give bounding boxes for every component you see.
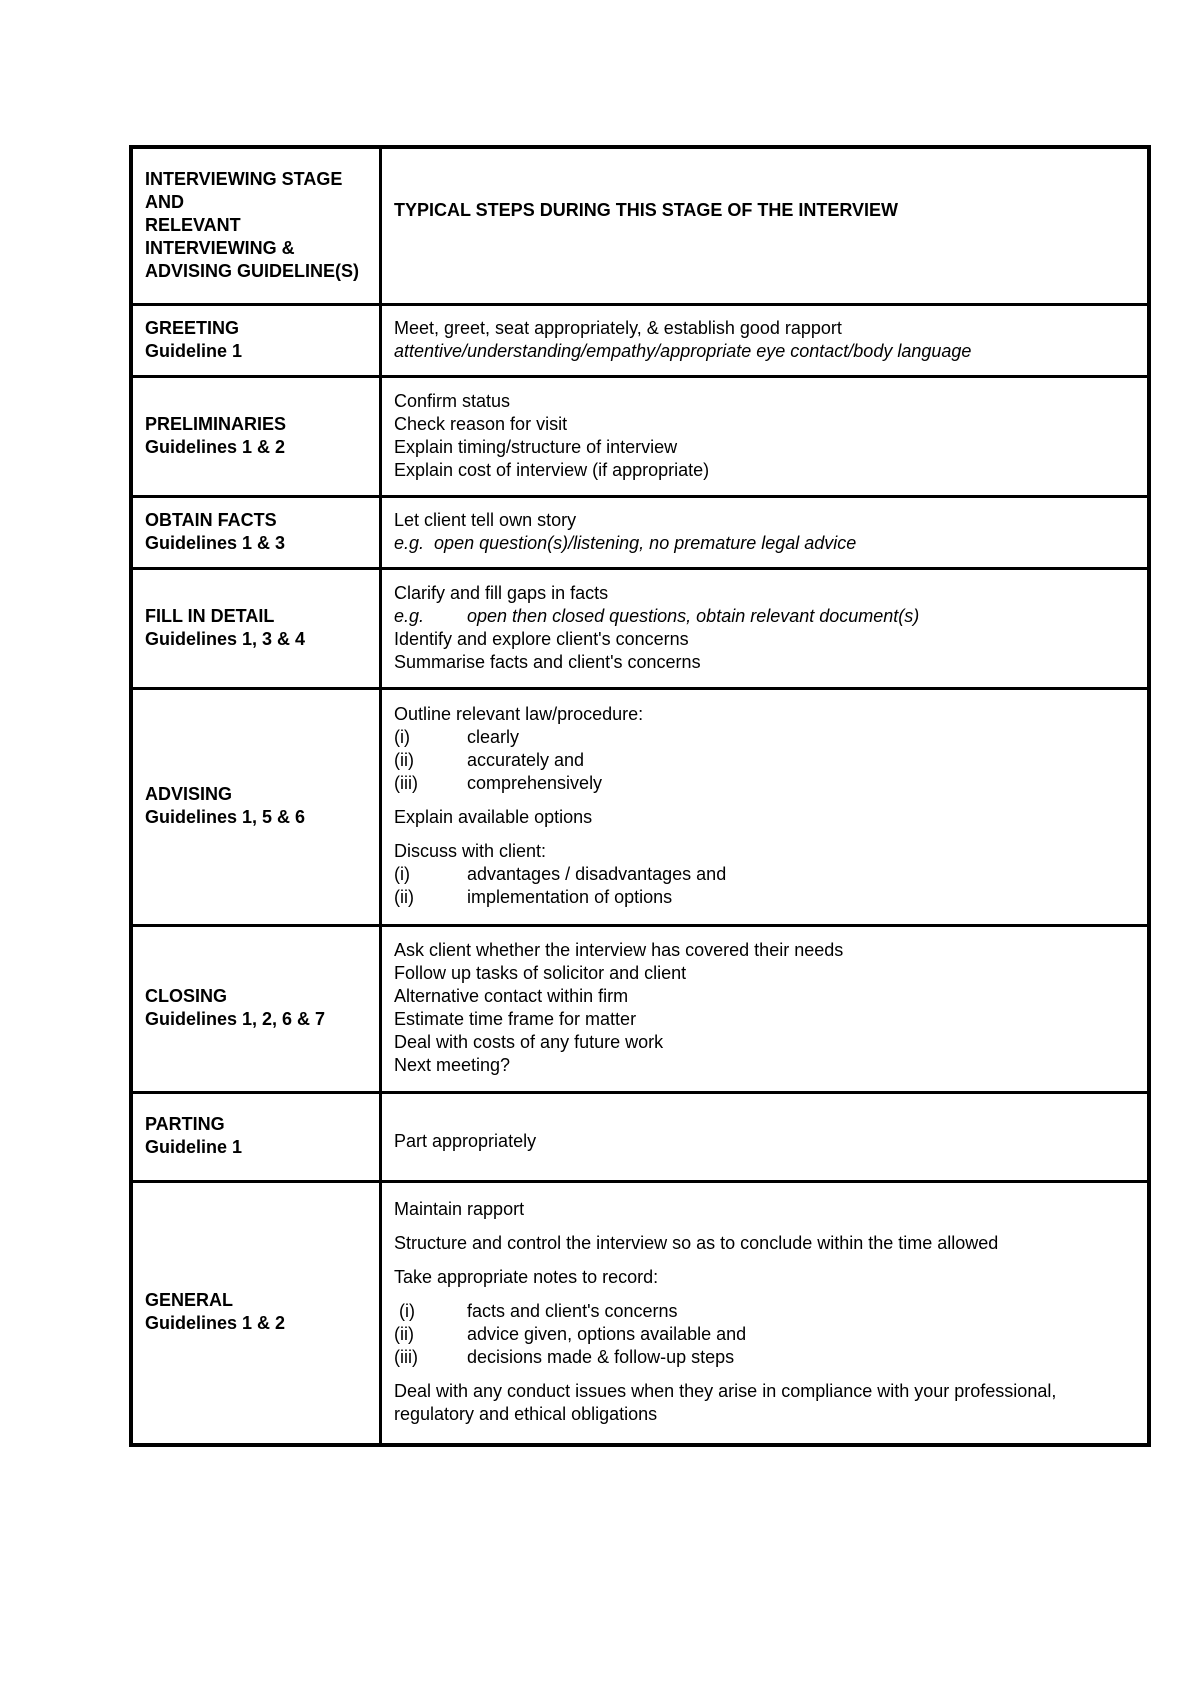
steps-cell-fill-in-detail (381, 568, 1150, 688)
list-text: advantages / disadvantages and (467, 864, 727, 884)
stage-guideline: Guideline 1 (145, 1137, 243, 1157)
step-text: Meet, greet, seat appropriately, & establish good rapport (394, 317, 842, 338)
stage-name: PRELIMINARIES (145, 413, 287, 434)
example-label: e.g. (394, 532, 425, 553)
header-stage-cell (131, 147, 381, 304)
stage-name: PARTING (145, 1114, 225, 1134)
stage-cell-general (131, 1181, 381, 1445)
list-number: (i) (394, 727, 410, 747)
list-number: (ii) (394, 887, 414, 907)
list-item (394, 863, 1135, 886)
step-text: Identify and explore client's concerns (394, 628, 689, 649)
step-text: Ask client whether the interview has covered their needs (394, 940, 844, 960)
step-text: Alternative contact within firm (394, 986, 629, 1006)
list-text: decisions made & follow-up steps (467, 1347, 735, 1368)
step-text: Take appropriate notes to record: (394, 1267, 659, 1288)
header-steps-cell (381, 147, 1150, 304)
step-text: Estimate time frame for matter (394, 1009, 637, 1029)
stage-guideline: Guidelines 1 & 3 (145, 532, 286, 553)
stage-guideline: Guidelines 1 & 2 (145, 436, 286, 457)
interview-guidelines-table (129, 145, 1151, 1447)
steps-cell-preliminaries (381, 376, 1150, 496)
list-number: (iii) (394, 773, 418, 793)
steps-cell-closing (381, 925, 1150, 1092)
list-item (394, 749, 1135, 772)
step-text: Maintain rapport (394, 1199, 525, 1220)
stage-guideline: Guideline 1 (145, 340, 243, 361)
header-stage-line-2: RELEVANT INTERVIEWING & (145, 214, 295, 258)
stage-name: ADVISING (145, 784, 233, 804)
steps-cell-parting (381, 1092, 1150, 1181)
stage-cell-advising (131, 688, 381, 925)
steps-cell-obtain-facts (381, 496, 1150, 568)
list-item (394, 1323, 1135, 1346)
table-row-closing (131, 925, 1149, 1092)
step-text: Summarise facts and client's concerns (394, 651, 701, 672)
header-stage-line-1: INTERVIEWING STAGE AND (145, 168, 343, 212)
list-number: (ii) (394, 1324, 414, 1345)
stage-cell-preliminaries (131, 376, 381, 496)
list-text: facts and client's concerns (467, 1301, 678, 1322)
table-row-preliminaries (131, 376, 1149, 496)
step-text: Follow up tasks of solicitor and client (394, 963, 687, 983)
stage-cell-closing (131, 925, 381, 1092)
table-row-parting (131, 1092, 1149, 1181)
step-text: Let client tell own story (394, 509, 577, 530)
steps-cell-advising (381, 688, 1150, 925)
step-text: Explain timing/structure of interview (394, 436, 678, 457)
step-text: Discuss with client: (394, 841, 547, 861)
steps-cell-general (381, 1181, 1150, 1445)
list-text: advice given, options available and (467, 1324, 747, 1345)
step-text: Structure and control the interview so as to conclude within the time allowed (394, 1233, 999, 1254)
stage-guideline: Guidelines 1, 5 & 6 (145, 807, 306, 827)
step-text: Check reason for visit (394, 413, 568, 434)
table-row-general (131, 1181, 1149, 1445)
example-text: open then closed questions, obtain relevant document(s) (467, 605, 920, 626)
step-text: Confirm status (394, 390, 511, 411)
stage-guideline: Guidelines 1, 3 & 4 (145, 628, 306, 649)
table-header-row (131, 147, 1149, 304)
stage-cell-greeting (131, 304, 381, 376)
stage-name: CLOSING (145, 986, 228, 1006)
list-number: (iii) (394, 1347, 418, 1368)
step-text: Clarify and fill gaps in facts (394, 582, 609, 603)
step-text-italic: attentive/understanding/empathy/appropriate eye contact/body language (394, 340, 972, 361)
stage-name: OBTAIN FACTS (145, 509, 277, 530)
table-row-fill-in-detail (131, 568, 1149, 688)
stage-guideline: Guidelines 1, 2, 6 & 7 (145, 1009, 326, 1029)
list-item (394, 1346, 1135, 1369)
list-text: clearly (467, 727, 520, 747)
table-row-obtain-facts (131, 496, 1149, 568)
list-item (394, 772, 1135, 795)
list-item (394, 726, 1135, 749)
step-text: Deal with costs of any future work (394, 1032, 664, 1052)
table-row-greeting (131, 304, 1149, 376)
table-row-advising (131, 688, 1149, 925)
step-text: Part appropriately (394, 1131, 537, 1151)
step-text: Next meeting? (394, 1055, 511, 1075)
step-text: Outline relevant law/procedure: (394, 704, 644, 724)
stage-guideline: Guidelines 1 & 2 (145, 1313, 286, 1334)
list-text: comprehensively (467, 773, 603, 793)
steps-cell-greeting (381, 304, 1150, 376)
header-stage-line-3: ADVISING GUIDELINE(S) (145, 260, 360, 281)
list-number: (i) (394, 864, 410, 884)
step-example (394, 605, 1135, 628)
step-text: Explain cost of interview (if appropriate) (394, 459, 710, 480)
list-text: accurately and (467, 750, 585, 770)
example-text: open question(s)/listening, no premature legal advice (434, 532, 857, 553)
stage-name: GREETING (145, 317, 240, 338)
stage-cell-obtain-facts (131, 496, 381, 568)
list-item (394, 886, 1135, 909)
stage-name: FILL IN DETAIL (145, 605, 275, 626)
list-number: (ii) (394, 750, 414, 770)
step-text: Deal with any conduct issues when they arise in compliance with your professional, regulatory and ethical obligations (394, 1381, 1057, 1425)
list-number: (i) (399, 1301, 415, 1322)
stage-cell-fill-in-detail (131, 568, 381, 688)
stage-cell-parting (131, 1092, 381, 1181)
list-item (394, 1300, 1135, 1323)
step-example (394, 532, 1135, 555)
header-steps-title: TYPICAL STEPS DURING THIS STAGE OF THE INTERVIEW (394, 200, 899, 220)
step-text: Explain available options (394, 807, 593, 827)
stage-name: GENERAL (145, 1290, 234, 1311)
example-label: e.g. (394, 605, 425, 626)
list-text: implementation of options (467, 887, 673, 907)
